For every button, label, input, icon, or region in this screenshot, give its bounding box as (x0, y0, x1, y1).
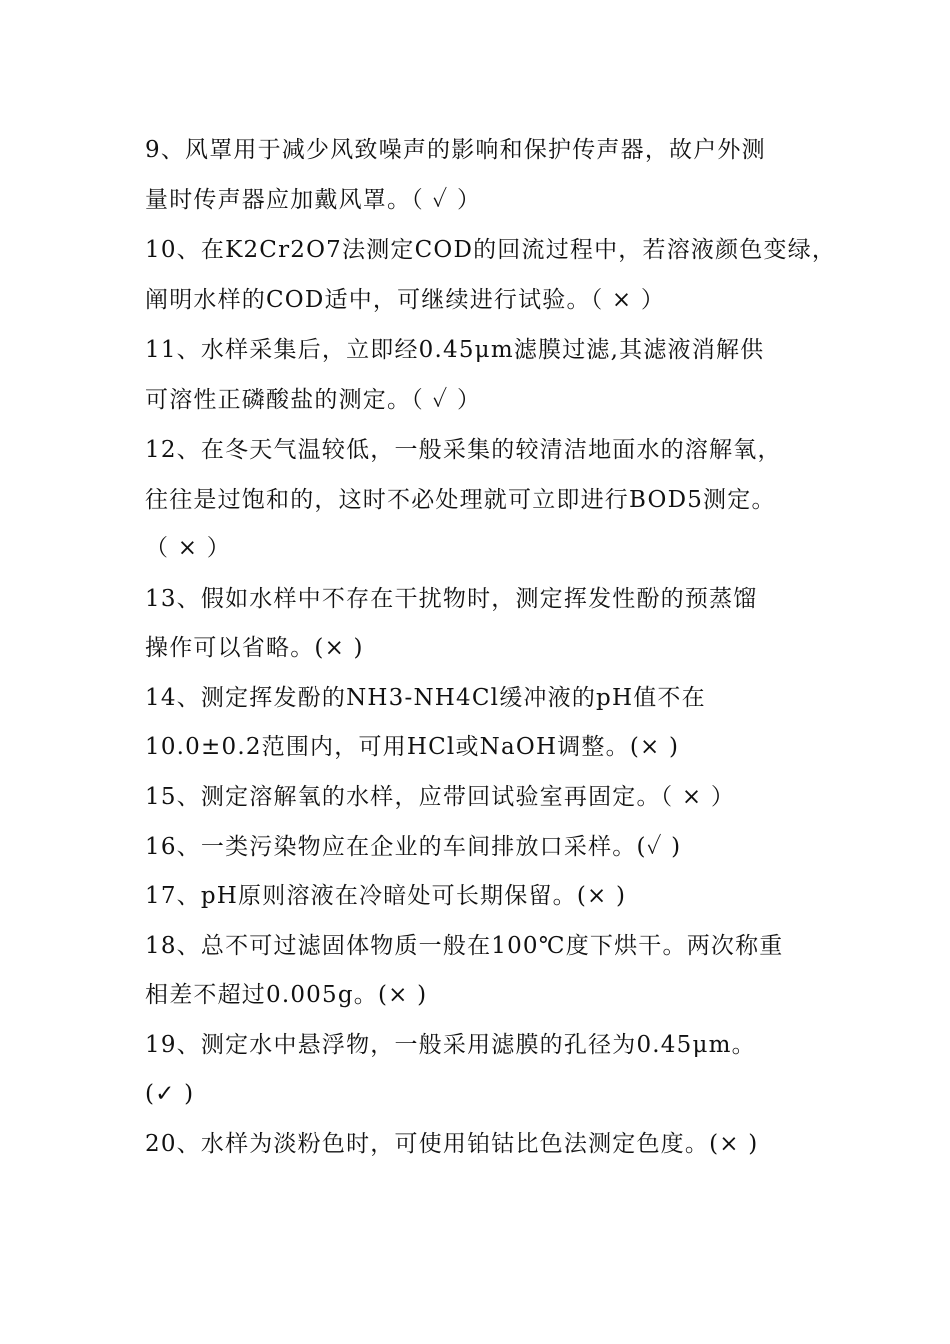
question-12-line-1: 12、在冬天气温较低，一般采集的较清洁地面水的溶解氧， (145, 437, 782, 463)
question-12-line-3: （ × ） (145, 535, 231, 561)
question-19-line-1: 19、测定水中悬浮物，一般采用滤膜的孔径为0.45μm。 (145, 1032, 756, 1058)
question-12-line-2: 往往是过饱和的，这时不必处理就可立即进行BOD5测定。 (145, 487, 776, 513)
question-11-line-2: 可溶性正磷酸盐的测定。（ ✓ ） (145, 387, 482, 413)
question-15-line: 15、测定溶解氧的水样，应带回试验室再固定。（ × ） (145, 784, 736, 810)
question-16-line: 16、一类污染物应在企业的车间排放口采样。(✓ ) (145, 834, 682, 860)
question-18-line-2: 相差不超过0.005g。(× ) (145, 982, 428, 1008)
question-19-line-2: (✓ ) (145, 1081, 195, 1107)
question-13-line-1: 13、假如水样中不存在干扰物时，测定挥发性酚的预蒸馏 (145, 586, 758, 612)
question-13-line-2: 操作可以省略。(× ) (145, 635, 364, 661)
question-9-line-2: 量时传声器应加戴风罩。（ ✓ ） (145, 187, 482, 213)
question-14-line-1: 14、测定挥发酚的NH3-NH4Cl缓冲液的pH值不在 (145, 685, 706, 711)
question-18-line-1: 18、总不可过滤固体物质一般在100℃度下烘干。两次称重 (145, 933, 784, 959)
question-11-line-1: 11、水样采集后，立即经0.45μm滤膜过滤,其滤液消解供 (145, 337, 765, 363)
question-14-line-2: 10.0±0.2范围内，可用HCl或NaOH调整。(× ) (145, 734, 680, 760)
question-20-line: 20、水样为淡粉色时，可使用铂钴比色法测定色度。(× ) (145, 1131, 759, 1157)
question-10-line-1: 10、在K2Cr2O7法测定COD的回流过程中，若溶液颜色变绿， (145, 237, 837, 263)
question-17-line: 17、pH原则溶液在冷暗处可长期保留。(× ) (145, 883, 627, 909)
question-9-line-1: 9、风罩用于减少风致噪声的影响和保护传声器，故户外测 (145, 137, 766, 163)
question-10-line-2: 阐明水样的COD适中，可继续进行试验。（ × ） (145, 287, 666, 313)
